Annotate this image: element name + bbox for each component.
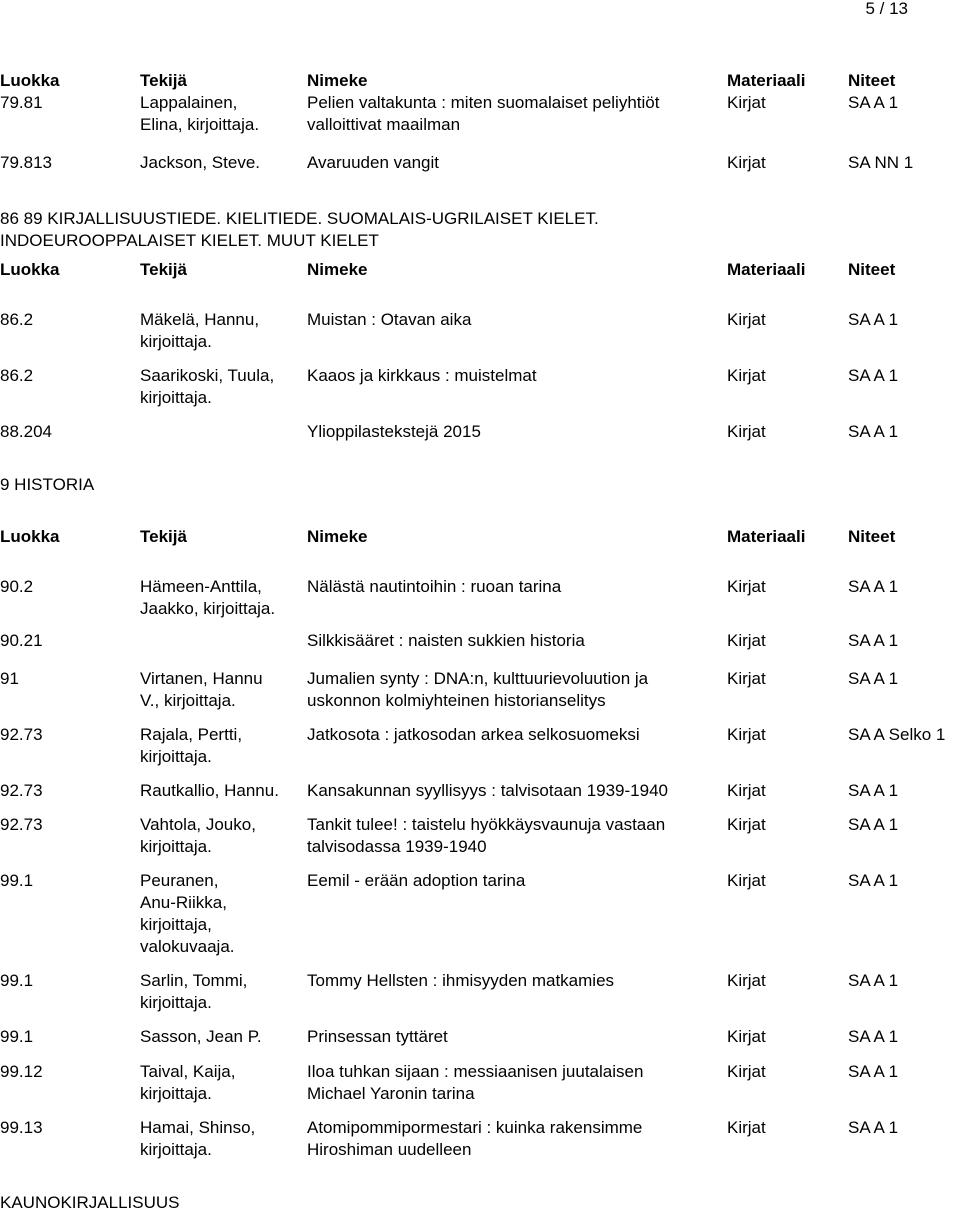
page-number: 5 / 13 [865,0,908,18]
cell-luokka: 99.1 [0,971,34,990]
cell-tekija: Sarlin, Tommi, [140,971,248,990]
cell-nimeke: Hiroshiman uudelleen [307,1140,472,1159]
cell-tekija: kirjoittaja. [140,993,212,1012]
cell-tekija: kirjoittaja, [140,915,212,934]
cell-nimeke: talvisodassa 1939-1940 [307,837,487,856]
cell-nimeke: Jumalien synty : DNA:n, kulttuurievoluution ja [307,669,649,688]
cell-nimeke: Ylioppilastekstejä 2015 [307,422,481,441]
cell-luokka: 99.1 [0,1027,34,1046]
header-luokka: Luokka [0,260,60,279]
header-nimeke: Nimeke [307,527,368,546]
cell-tekija: Elina, kirjoittaja. [140,115,260,134]
cell-tekija: valokuvaaja. [140,937,235,956]
cell-tekija: Saarikoski, Tuula, [140,366,275,385]
cell-tekija: Lappalainen, [140,93,238,112]
header-nimeke: Nimeke [307,260,368,279]
header-materiaali: Materiaali [727,71,806,90]
cell-niteet: SA A 1 [848,815,899,834]
header-tekija: Tekijä [140,527,187,546]
header-niteet: Niteet [848,260,896,279]
section-title: INDOEUROOPPALAISET KIELET. MUUT KIELET [0,231,379,250]
cell-nimeke: Avaruuden vangit [307,153,440,172]
cell-niteet: SA A Selko 1 [848,725,946,744]
cell-luokka: 86.2 [0,310,34,329]
cell-tekija: Sasson, Jean P. [140,1027,262,1046]
header-luokka: Luokka [0,71,60,90]
cell-materiaali: Kirjat [727,971,766,990]
cell-nimeke: Eemil - erään adoption tarina [307,871,526,890]
cell-luokka: 90.21 [0,631,43,650]
cell-materiaali: Kirjat [727,153,766,172]
cell-tekija: Mäkelä, Hannu, [140,310,260,329]
cell-materiaali: Kirjat [727,310,766,329]
cell-nimeke: valloittivat maailman [307,115,461,134]
cell-luokka: 99.13 [0,1118,43,1137]
cell-luokka: 90.2 [0,577,34,596]
cell-materiaali: Kirjat [727,422,766,441]
cell-nimeke: Tankit tulee! : taistelu hyökkäysvaunuja vastaan [307,815,666,834]
cell-niteet: SA A 1 [848,971,899,990]
cell-materiaali: Kirjat [727,871,766,890]
cell-niteet: SA A 1 [848,631,899,650]
cell-materiaali: Kirjat [727,1027,766,1046]
cell-luokka: 99.1 [0,871,34,890]
cell-nimeke: Nälästä nautintoihin : ruoan tarina [307,577,562,596]
header-materiaali: Materiaali [727,527,806,546]
cell-nimeke: Silkkisääret : naisten sukkien historia [307,631,585,650]
cell-tekija: Jaakko, kirjoittaja. [140,599,276,618]
cell-materiaali: Kirjat [727,577,766,596]
cell-luokka: 92.73 [0,815,43,834]
cell-tekija: Rautkallio, Hannu. [140,781,279,800]
cell-tekija: kirjoittaja. [140,1084,212,1103]
cell-niteet: SA A 1 [848,577,899,596]
cell-materiaali: Kirjat [727,725,766,744]
cell-niteet: SA A 1 [848,366,899,385]
cell-luokka: 86.2 [0,366,34,385]
cell-tekija: Hamai, Shinso, [140,1118,256,1137]
cell-niteet: SA NN 1 [848,153,914,172]
cell-nimeke: Kaaos ja kirkkaus : muistelmat [307,366,537,385]
cell-luokka: 99.12 [0,1062,43,1081]
cell-tekija: kirjoittaja. [140,332,212,351]
cell-materiaali: Kirjat [727,781,766,800]
cell-nimeke: Kansakunnan syyllisyys : talvisotaan 1939-1940 [307,781,668,800]
cell-niteet: SA A 1 [848,871,899,890]
cell-tekija: Rajala, Pertti, [140,725,243,744]
cell-niteet: SA A 1 [848,310,899,329]
cell-niteet: SA A 1 [848,1118,899,1137]
cell-luokka: 79.81 [0,93,43,112]
section-title: 86 89 KIRJALLISUUSTIEDE. KIELITIEDE. SUOMALAIS-UGRILAISET KIELET. [0,209,599,228]
cell-niteet: SA A 1 [848,1027,899,1046]
cell-nimeke: Atomipommipormestari : kuinka rakensimme [307,1118,643,1137]
header-nimeke: Nimeke [307,71,368,90]
cell-nimeke: Jatkosota : jatkosodan arkea selkosuomeksi [307,725,640,744]
cell-nimeke: Iloa tuhkan sijaan : messiaanisen juutalaisen [307,1062,644,1081]
cell-tekija: kirjoittaja. [140,388,212,407]
cell-luokka: 92.73 [0,781,43,800]
section-title: 9 HISTORIA [0,475,95,494]
cell-tekija: Vahtola, Jouko, [140,815,256,834]
cell-tekija: Hämeen-Anttila, [140,577,262,596]
cell-materiaali: Kirjat [727,1062,766,1081]
cell-tekija: Anu-Riikka, [140,893,227,912]
cell-luokka: 91 [0,669,19,688]
cell-nimeke: Michael Yaronin tarina [307,1084,475,1103]
header-niteet: Niteet [848,527,896,546]
cell-nimeke: Pelien valtakunta : miten suomalaiset peliyhtiöt [307,93,660,112]
cell-nimeke: Prinsessan tyttäret [307,1027,448,1046]
cell-tekija: Peuranen, [140,871,219,890]
cell-tekija: kirjoittaja. [140,837,212,856]
header-materiaali: Materiaali [727,260,806,279]
cell-nimeke: Muistan : Otavan aika [307,310,472,329]
cell-materiaali: Kirjat [727,669,766,688]
header-luokka: Luokka [0,527,60,546]
cell-luokka: 88.204 [0,422,52,441]
cell-niteet: SA A 1 [848,781,899,800]
cell-materiaali: Kirjat [727,366,766,385]
cell-tekija: Taival, Kaija, [140,1062,236,1081]
section-title: KAUNOKIRJALLISUUS [0,1193,180,1212]
cell-niteet: SA A 1 [848,93,899,112]
cell-nimeke: Tommy Hellsten : ihmisyyden matkamies [307,971,615,990]
cell-materiaali: Kirjat [727,631,766,650]
header-tekija: Tekijä [140,71,187,90]
cell-luokka: 79.813 [0,153,52,172]
cell-tekija: Jackson, Steve. [140,153,261,172]
header-niteet: Niteet [848,71,896,90]
cell-luokka: 92.73 [0,725,43,744]
cell-materiaali: Kirjat [727,1118,766,1137]
cell-tekija: Virtanen, Hannu [140,669,263,688]
header-tekija: Tekijä [140,260,187,279]
cell-materiaali: Kirjat [727,815,766,834]
cell-nimeke: uskonnon kolmiyhteinen historianselitys [307,691,606,710]
cell-tekija: kirjoittaja. [140,747,212,766]
cell-niteet: SA A 1 [848,422,899,441]
cell-niteet: SA A 1 [848,669,899,688]
cell-materiaali: Kirjat [727,93,766,112]
cell-tekija: V., kirjoittaja. [140,691,236,710]
cell-tekija: kirjoittaja. [140,1140,212,1159]
cell-niteet: SA A 1 [848,1062,899,1081]
